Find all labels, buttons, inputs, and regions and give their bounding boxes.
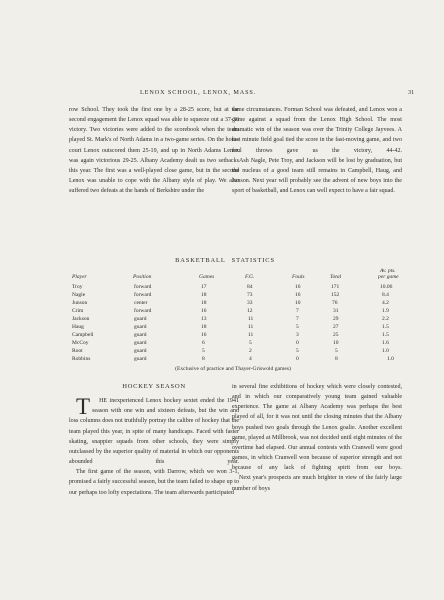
header-player: Player bbox=[72, 274, 87, 280]
header-avg-line1: Av. pts. bbox=[380, 268, 396, 274]
cell-fouls: 0 bbox=[296, 340, 299, 346]
cell-games: 16 bbox=[201, 332, 207, 338]
cell-games: 16 bbox=[201, 308, 207, 314]
stats-heading bbox=[0, 257, 444, 264]
cell-player: Campbell bbox=[72, 332, 94, 338]
cell-total: 171 bbox=[331, 284, 340, 290]
cell-games: 18 bbox=[201, 292, 207, 298]
table-row bbox=[68, 308, 408, 316]
cell-fouls: 16 bbox=[295, 292, 301, 298]
cell-avg: 1.0 bbox=[387, 356, 394, 362]
table-row bbox=[68, 356, 408, 364]
cell-avg: 2.2 bbox=[382, 316, 389, 322]
cell-avg: 8.4 bbox=[382, 292, 389, 298]
cell-position: forward bbox=[134, 284, 152, 290]
paragraph-text: HE inexperienced Lenox hockey sextet ended the 1941 season with one win and sixteen defeats, but the win and loss columns does not truthfully portray the calibre of hockey that the team played this year, in spite of many handicaps. Faced with faster skating, snappier squads from other schools, they were simply outclassed by the superior quality of material in which our opponents abounded this year. bbox=[69, 398, 239, 466]
cell-avg: 1.5 bbox=[382, 324, 389, 330]
cell-position: guard bbox=[134, 348, 147, 354]
paragraph: row School. They took the first one by a 28-25 score, but at the second engagement the Lenox squad was able to squeeze out a 37-36 victory. Two victories were added to the scorebook when the team played St. Mark's of North Adams in a two-game series. On the home court Lenox outscored them 25-19, and up in North Adams Lenox was again victorious 29-25. Albany Academy dealt us two setbacks this year. The first was a well-played close game, but in the second Lenox was unable to cope with the Albany style of play. We also suffered two defeats at the hands of Berkshire under the bbox=[69, 107, 239, 195]
hockey-season-title: HOCKEY SEASON bbox=[122, 383, 186, 390]
cell-fg: 11 bbox=[248, 324, 254, 330]
cell-player: Haug bbox=[72, 324, 84, 330]
cell-fg: 73 bbox=[247, 292, 253, 298]
basketball-column-right bbox=[232, 105, 402, 196]
header-fouls: Fouls bbox=[292, 274, 305, 280]
header-games: Games bbox=[199, 274, 215, 280]
table-row bbox=[68, 300, 408, 308]
paragraph bbox=[69, 396, 239, 467]
cell-total: 8 bbox=[335, 356, 338, 362]
cell-position: guard bbox=[134, 340, 147, 346]
cell-fg: 11 bbox=[248, 332, 254, 338]
table-row bbox=[68, 332, 408, 340]
cell-fouls: 7 bbox=[296, 308, 299, 314]
stats-heading-part: BASKETBALL bbox=[175, 257, 226, 264]
cell-fouls: 7 bbox=[296, 316, 299, 322]
table-row bbox=[68, 340, 408, 348]
cell-position: guard bbox=[134, 324, 147, 330]
cell-avg: 10.06 bbox=[380, 284, 393, 290]
cell-avg: 1.9 bbox=[382, 308, 389, 314]
cell-player: Root bbox=[72, 348, 83, 354]
cell-avg: 1.5 bbox=[382, 332, 389, 338]
cell-position: guard bbox=[134, 356, 147, 362]
cell-position: guard bbox=[134, 316, 147, 322]
cell-games: 17 bbox=[201, 284, 207, 290]
cell-fg: 11 bbox=[248, 316, 254, 322]
paragraph: The first game of the season, with Darrow, which we won 3-1, promised a fairly successful season, but the team failed to shape up to our perhaps too lofty expectations. The team afterwards participated bbox=[69, 469, 239, 496]
drop-cap: T bbox=[76, 394, 91, 420]
cell-fouls: 0 bbox=[296, 356, 299, 362]
header-total: Total bbox=[330, 274, 342, 280]
table-header-row bbox=[68, 268, 408, 282]
cell-fg: 12 bbox=[247, 308, 253, 314]
stats-heading-part: STATISTICS bbox=[231, 257, 275, 264]
cell-fouls: 3 bbox=[296, 332, 299, 338]
hockey-column-right bbox=[232, 382, 402, 494]
cell-position: forward bbox=[134, 308, 152, 314]
cell-player: Jackson bbox=[72, 316, 90, 322]
cell-games: 8 bbox=[202, 356, 205, 362]
basketball-column-left bbox=[69, 105, 239, 196]
cell-total: 76 bbox=[332, 300, 338, 306]
cell-fg: 33 bbox=[247, 300, 253, 306]
cell-fouls: 5 bbox=[296, 348, 299, 354]
cell-games: 18 bbox=[201, 300, 207, 306]
header-avg-line2: per game bbox=[378, 274, 399, 280]
cell-player: McCoy bbox=[72, 340, 89, 346]
basketball-statistics-table bbox=[68, 265, 408, 385]
cell-fouls: 16 bbox=[295, 284, 301, 290]
school-title: LENOX SCHOOL, LENOX, MASS. bbox=[140, 89, 257, 96]
cell-avg: 1.6 bbox=[382, 340, 389, 346]
table-row bbox=[68, 292, 408, 300]
cell-total: 152 bbox=[331, 292, 340, 298]
cell-fg: 2 bbox=[249, 348, 252, 354]
cell-games: 6 bbox=[202, 340, 205, 346]
cell-total: 27 bbox=[333, 324, 339, 330]
cell-avg: 1.0 bbox=[382, 348, 389, 354]
header-fg: F.G. bbox=[245, 274, 255, 280]
cell-total: 10 bbox=[333, 340, 339, 346]
cell-avg: 4.2 bbox=[382, 300, 389, 306]
cell-player: Robbins bbox=[72, 356, 91, 362]
table-note: (Exclusive of practice and Thayer-Griswold games) bbox=[175, 366, 291, 372]
paragraph: same circumstances. Forman School was defeated, and Lenox won a game against a squad from the Lenox High School. The most dramatic win of the season was over the Trinity College Jayvees. A last minute field goal tied the score in the fast-moving game, and two foul throws gave us the victory, 44-42. bbox=[232, 107, 402, 154]
cell-total: 25 bbox=[333, 332, 339, 338]
cell-position: center bbox=[134, 300, 148, 306]
cell-fg: 4 bbox=[249, 356, 252, 362]
paragraph: Next year's prospects are much brighter in view of the fairly large number of boys bbox=[232, 475, 402, 492]
paragraph: in several fine exhibitions of hockey which were closely contested, and in which our comparatively young team gained valuable experience. The game at Albany Academy was perhaps the best played of all, for it was not until the closing minutes that the Albany boys pushed two goals through the Lenox goalie. Another excellent game, played at Millbrook, was not decided until eight minutes of the overtime had elapsed. Our annual contests with Cranwell were good games, in which Cranwell won because of superior strength and not because of any lack of fighting spirit from our boys. bbox=[232, 384, 402, 472]
cell-total: 5 bbox=[335, 348, 338, 354]
hockey-column-left bbox=[69, 382, 239, 498]
cell-total: 31 bbox=[333, 308, 339, 314]
cell-position: guard bbox=[134, 332, 147, 338]
cell-fg: 84 bbox=[247, 284, 253, 290]
cell-player: Nagle bbox=[72, 292, 86, 298]
cell-fouls: 10 bbox=[295, 300, 301, 306]
table-row bbox=[68, 324, 408, 332]
cell-games: 13 bbox=[201, 316, 207, 322]
cell-fg: 5 bbox=[249, 340, 252, 346]
table-row bbox=[68, 348, 408, 356]
cell-games: 18 bbox=[201, 324, 207, 330]
cell-position: forward bbox=[134, 292, 152, 298]
table-row bbox=[68, 316, 408, 324]
cell-player: Crim bbox=[72, 308, 84, 314]
header-position: Position bbox=[133, 274, 152, 280]
table-row bbox=[68, 284, 408, 292]
paragraph: Ash Nagle, Pete Troy, and Jackson will be lost by graduation, but the nucleus of a good team still remains in Campbell, Haug, and Junson. Next year will probably see the advent of new boys into the sport of basketball, and Lenox can well expect to have a fair squad. bbox=[232, 157, 402, 195]
cell-games: 5 bbox=[202, 348, 205, 354]
page-number: 31 bbox=[408, 89, 415, 96]
cell-total: 29 bbox=[333, 316, 339, 322]
cell-fouls: 5 bbox=[296, 324, 299, 330]
cell-player: Junson bbox=[72, 300, 88, 306]
cell-player: Troy bbox=[72, 284, 83, 290]
